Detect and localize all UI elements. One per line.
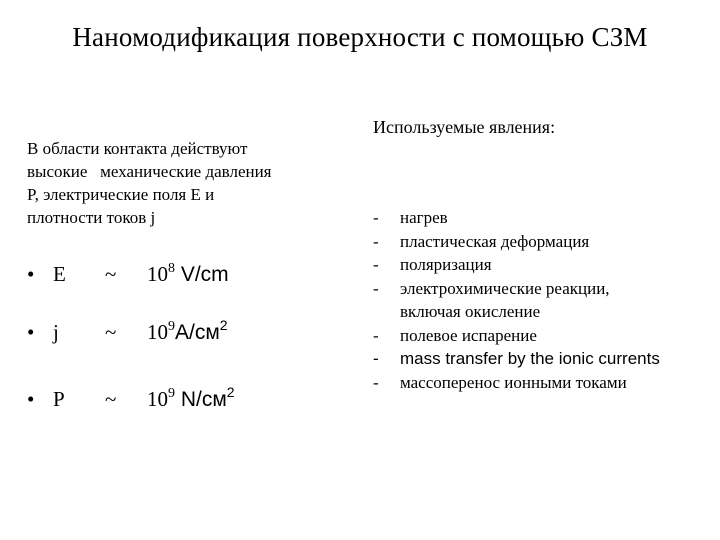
list-item-text: mass transfer by the ionic currents [400, 349, 660, 368]
contact-description-line: P, электрические поля E и [27, 185, 215, 204]
list-item-continuation [373, 300, 703, 324]
bullet-current-density [27, 317, 347, 350]
value-unit: N/см [175, 388, 227, 411]
list-item-text: пластическая деформация [400, 231, 590, 251]
list-item-text: полевое испарение [400, 325, 537, 345]
list-item-text: поляризация [400, 255, 492, 274]
phenomena-heading: Используемые явления: [373, 117, 556, 137]
bullet-symbol: P [53, 387, 65, 411]
value-exponent: 9 [168, 319, 175, 334]
bullet-value [147, 262, 229, 287]
value-unit: V/cm [175, 263, 229, 286]
list-dash: - [373, 372, 379, 392]
contact-description-line: высокие механические давления [27, 162, 272, 181]
list-item-text: нагрев [400, 208, 448, 227]
list-item-text: включая окисление [400, 302, 541, 321]
list-dash: - [373, 325, 379, 345]
value-base: 10 [147, 262, 168, 286]
bullet-symbol: E [53, 262, 66, 286]
slide-title: Наномодификация поверхности с помощью СЗМ [72, 22, 648, 52]
value-base: 10 [147, 320, 168, 344]
list-item [373, 230, 703, 254]
list-item [373, 347, 703, 371]
bullet-dot: • [27, 387, 35, 411]
bullet-symbol: j [53, 320, 59, 344]
bullet-tilde: ~ [105, 262, 117, 286]
value-unit: A/см [175, 321, 220, 344]
list-dash: - [373, 231, 379, 251]
list-item [373, 324, 703, 348]
bullet-value [147, 317, 228, 345]
value-base: 10 [147, 387, 168, 411]
list-item [373, 206, 703, 230]
contact-description-line: плотности токов j [27, 208, 156, 227]
bullet-dot: • [27, 262, 35, 286]
bullet-tilde: ~ [105, 387, 117, 411]
contact-description [27, 137, 337, 229]
value-exponent: 8 [168, 261, 175, 276]
list-dash: - [373, 349, 379, 368]
list-item-text: электрохимические реакции, [400, 278, 610, 298]
list-item [373, 277, 703, 301]
bullet-value [147, 384, 235, 412]
contact-description-line: В области контакта действуют [27, 139, 248, 158]
phenomena-list [373, 206, 703, 394]
list-dash: - [373, 208, 379, 227]
bullet-electric-field [27, 262, 347, 292]
list-item-text: массоперенос ионными токами [400, 372, 627, 392]
unit-exponent: 2 [226, 384, 235, 400]
bullet-pressure [27, 384, 347, 417]
list-item [373, 371, 703, 395]
value-exponent: 9 [168, 386, 175, 401]
bullet-tilde: ~ [105, 320, 117, 344]
list-dash: - [373, 278, 379, 298]
unit-exponent: 2 [219, 317, 228, 333]
list-item [373, 253, 703, 277]
bullet-dot: • [27, 320, 35, 344]
list-dash: - [373, 255, 379, 274]
